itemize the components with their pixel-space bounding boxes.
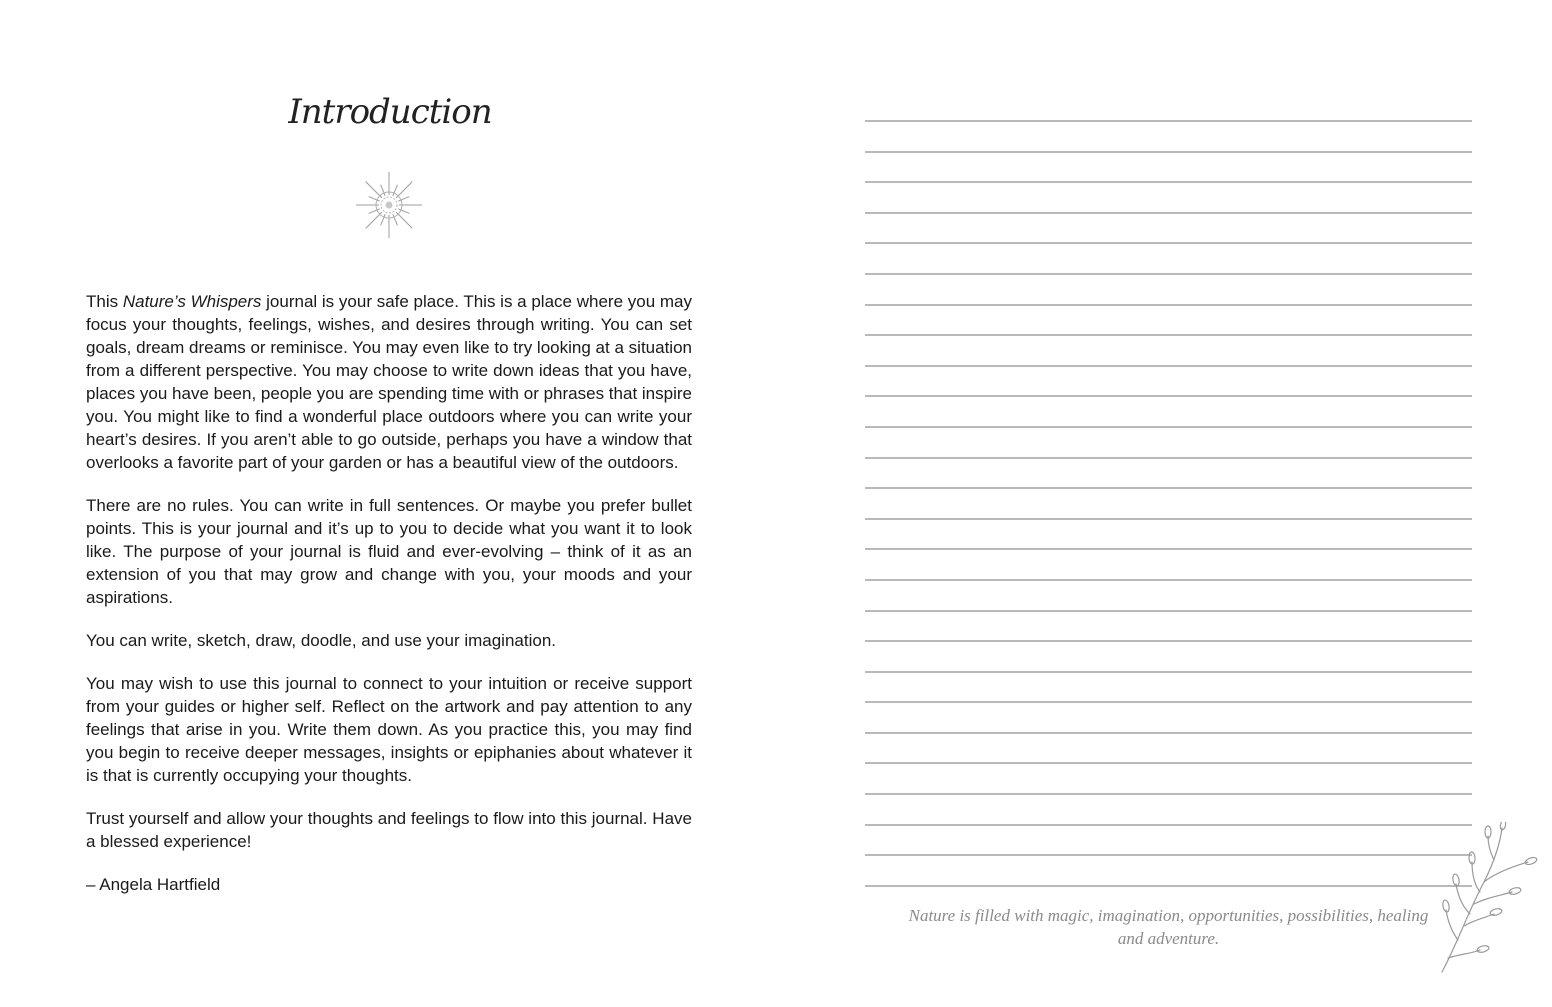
leaf-branch-icon xyxy=(1438,822,1538,982)
writing-line xyxy=(865,273,1472,275)
writing-line xyxy=(865,395,1472,397)
paragraph-2: There are no rules. You can write in full sentences. Or maybe you prefer bullet points. This is your journal and it’s up to you to decide what you want it to look like. The purpose of your journal is fluid and ever-evolving – think of it as an extension of you that may grow and change with you, your moods and your aspirations. xyxy=(86,496,692,607)
writing-line xyxy=(865,518,1472,520)
journal-name: Nature’s Whispers xyxy=(122,292,262,311)
writing-line xyxy=(865,304,1472,306)
writing-line xyxy=(865,548,1472,550)
writing-line xyxy=(865,181,1472,183)
paragraph-3: You can write, sketch, draw, doodle, and use your imagination. xyxy=(86,631,556,650)
paragraph-1-start: This xyxy=(86,292,123,311)
writing-line xyxy=(865,762,1472,764)
paragraph-4: You may wish to use this journal to connect to your intuition or receive support from your guides or higher self. Reflect on the artwork and pay attention to any feelings that arise in you. Write them down. As you practice this, you may find you begin to receive deeper messages, insights or epiphanies about whatever it is that is currently occupying your thoughts. xyxy=(86,674,692,785)
paragraph-5: Trust yourself and allow your thoughts and feelings to flow into this journal. Have a blessed experience! xyxy=(86,809,692,851)
writing-line xyxy=(865,212,1472,214)
ruled-lines xyxy=(865,120,1472,915)
writing-line xyxy=(865,701,1472,703)
writing-line xyxy=(865,793,1472,795)
writing-line xyxy=(865,640,1472,642)
writing-line xyxy=(865,885,1472,887)
writing-line xyxy=(865,120,1472,122)
star-burst-icon xyxy=(355,170,423,240)
writing-line xyxy=(865,457,1472,459)
writing-line xyxy=(865,732,1472,734)
page-title: Introduction xyxy=(288,92,492,132)
writing-line xyxy=(865,242,1472,244)
writing-line xyxy=(865,365,1472,367)
writing-line xyxy=(865,334,1472,336)
right-page xyxy=(776,0,1552,1007)
nature-quote: Nature is filled with magic, imagination, opportunities, possibilities, healing and adventure. xyxy=(908,906,1429,948)
paragraph-1 xyxy=(86,290,692,474)
writing-line xyxy=(865,671,1472,673)
writing-line xyxy=(865,426,1472,428)
writing-line xyxy=(865,854,1472,856)
writing-line xyxy=(865,824,1472,826)
writing-line xyxy=(865,487,1472,489)
writing-line xyxy=(865,579,1472,581)
signature: – Angela Hartfield xyxy=(86,875,221,894)
paragraph-1-rest: journal is your safe place. This is a place where you may focus your thoughts, feelings, wishes, and desires through writing. You can set goals, dream dreams or reminisce. You may even like to try looking at a situation from a different perspective. You may choose to write down ideas that you have, places you have been, people you are spending time with or phrases that inspire you. You might like to find a wonderful place outdoors where you can write your heart’s desires. If you aren’t able to go outside, perhaps you have a window that overlooks a favorite part of your garden or has a beautiful view of the outdoors. xyxy=(86,292,692,472)
introduction-body xyxy=(86,290,692,916)
writing-line xyxy=(865,610,1472,612)
writing-line xyxy=(865,151,1472,153)
